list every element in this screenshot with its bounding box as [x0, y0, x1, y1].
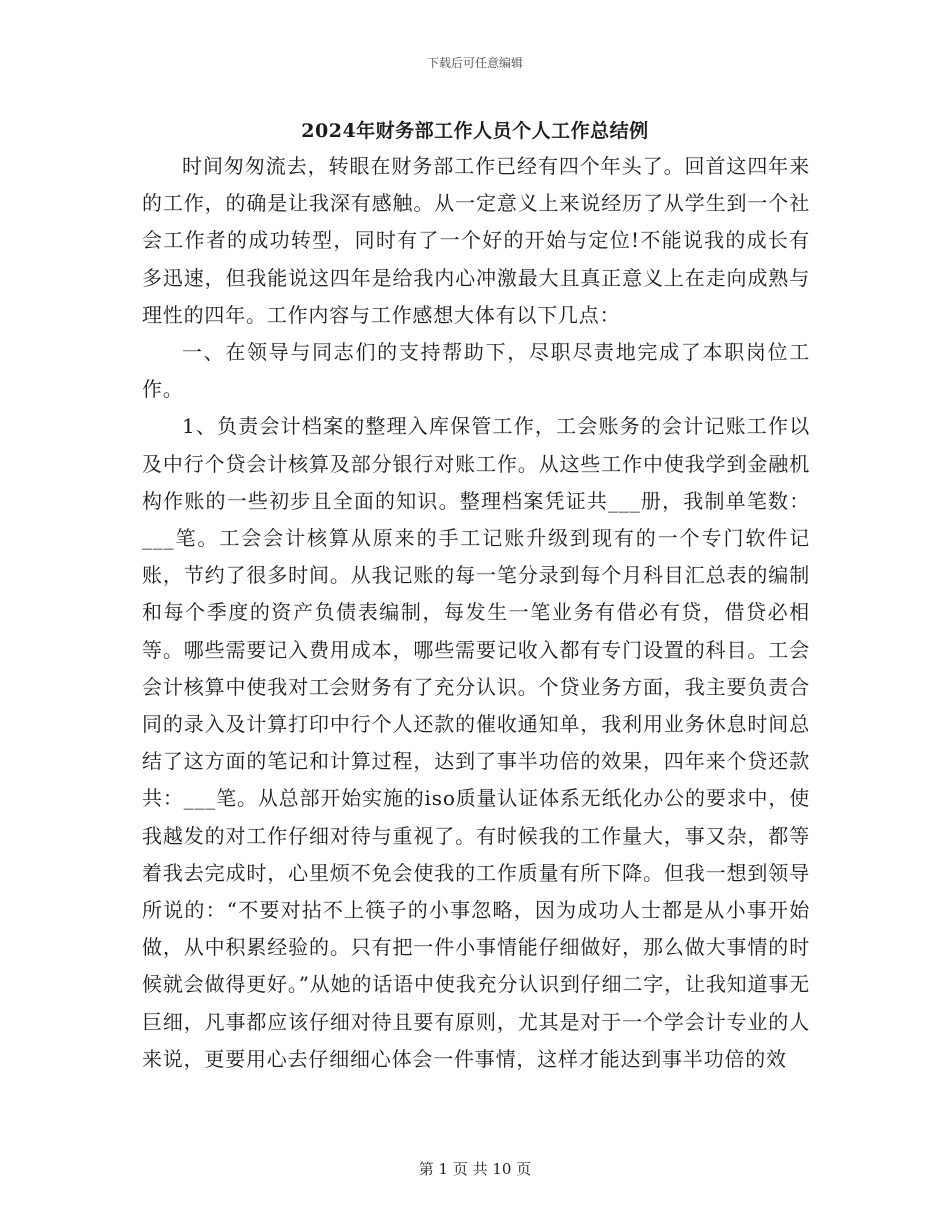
document-body [142, 148, 810, 1078]
header-note: 下载后可任意编辑 [426, 56, 523, 70]
page-number-footer: 第 1 页 共 10 页 [418, 1160, 532, 1178]
document-title: 2024年财务部工作人员个人工作总结例 [301, 120, 649, 142]
paragraph-intro: 时间匆匆流去，转眼在财务部工作已经有四个年头了。回首这四年来的工作，的确是让我深有感触。从一定意义上来说经历了从学生到一个社会工作者的成功转型，同时有了一个好的开始与定位!不能说我的成长有多迅速，但我能说这四年是给我内心冲激最大且真正意义上在走向成熟与理性的四年。工作内容与工作感想大体有以下几点： [142, 154, 810, 327]
paragraph-item-1: 1、负责会计档案的整理入库保管工作，工会账务的会计记账工作以及中行个贷会计核算及部分银行对账工作。从这些工作中使我学到金融机构作账的一些初步且全面的知识。整理档案凭证共___册，我制单笔数：___笔。工会会计核算从原来的手工记账升级到现有的一个专门软件记账，节约了很多时间。从我记账的每一笔分录到每个月科目汇总表的编制和每个季度的资产负债表编制，每发生一笔业务有借必有贷，借贷必相等。哪些需要记入费用成本，哪些需要记收入都有专门设置的科目。工会会计核算中使我对工会财务有了充分认识。个贷业务方面，我主要负责合同的录入及计算打印中行个人还款的催收通知单，我利用业务休息时间总结了这方面的笔记和计算过程，达到了事半功倍的效果，四年来个贷还款共：___笔。从总部开始实施的iso质量认证体系无纸化办公的要求中，使我越发的对工作仔细对待与重视了。有时候我的工作量大，事又杂，都等着我去完成时，心里烦不免会使我的工作质量有所下降。但我一想到领导所说的：“不要对拈不上筷子的小事忽略，因为成功人士都是从小事开始做，从中积累经验的。只有把一件小事情能仔细做好，那么做大事情的时候就会做得更好。”从她的话语中使我充分认识到仔细二字，让我知道事无巨细，凡事都应该仔细对待且要有原则，尤其是对于一个学会计专业的人来说，更要用心去仔细细心体会一件事情，这样才能达到事半功倍的效 [142, 414, 810, 1071]
paragraph-section-1-heading: 一、在领导与同志们的支持帮助下，尽职尽责地完成了本职岗位工作。 [142, 340, 810, 402]
